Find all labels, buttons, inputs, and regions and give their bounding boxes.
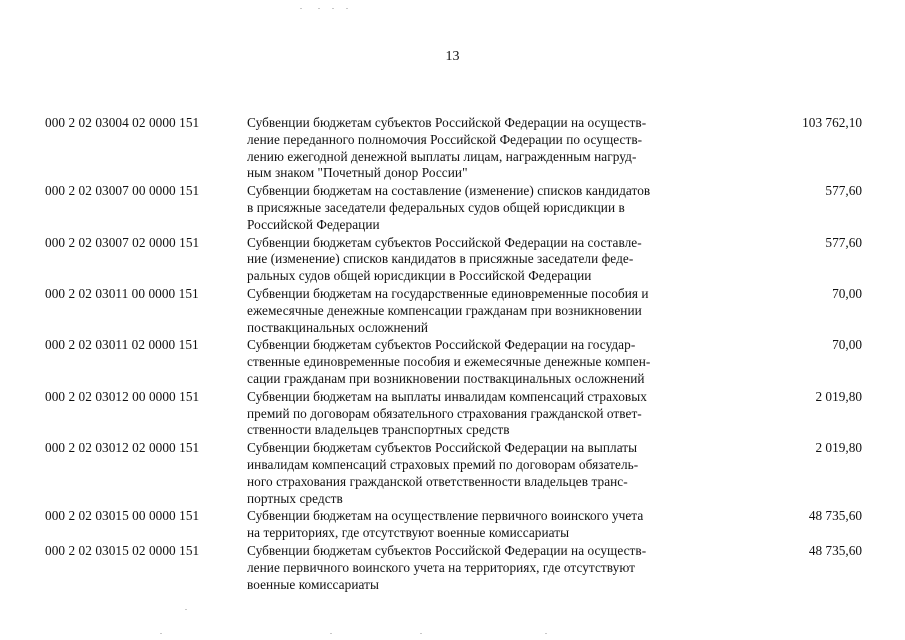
description-line: сации гражданам при возникновении поствакцинальных осложнений: [247, 370, 645, 386]
row-description: [247, 183, 717, 233]
description-line: поствакцинальных осложнений: [247, 319, 429, 335]
table-row: [0, 389, 905, 439]
row-amount: 70,00: [832, 337, 862, 353]
row-description: [247, 508, 717, 542]
description-line: ральных судов общей юрисдикции в Российской Федерации: [247, 268, 592, 284]
description-line: лению ежегодной денежной выплаты лицам, награжденным нагруд-: [247, 148, 637, 164]
row-description: [247, 440, 717, 507]
row-amount: 48 735,60: [808, 542, 862, 558]
row-description: [247, 235, 717, 285]
description-line: ственности владельцев транспортных средств: [247, 422, 510, 438]
table-row: [0, 183, 905, 233]
description-line: ние (изменение) списков кандидатов в присяжные заседатели феде-: [247, 251, 634, 267]
description-line: Субвенции бюджетам субъектов Российской Федерации на осуществ-: [247, 542, 647, 558]
description-line: ным знаком "Почетный донор России": [247, 165, 468, 181]
row-amount: 70,00: [832, 285, 862, 301]
scan-speck: [300, 8, 302, 9]
description-line: Субвенции бюджетам субъектов Российской Федерации на выплаты: [247, 440, 638, 456]
description-line: Субвенции бюджетам субъектов Российской Федерации на осуществ-: [247, 115, 647, 130]
scan-speck: [318, 8, 320, 9]
scan-speck: [420, 633, 422, 634]
table-row: [0, 440, 905, 507]
description-line: ление первичного воинского учета на территориях, где отсутствуют: [247, 559, 635, 575]
description-line: ление переданного полномочия Российской Федерации по осуществ-: [247, 131, 643, 147]
description-line: портных средств: [247, 490, 343, 506]
row-amount: 2 019,80: [815, 440, 862, 456]
description-line: Российской Федерации: [247, 216, 380, 232]
row-description: [247, 286, 717, 336]
scan-speck: [160, 633, 162, 634]
row-amount: 577,60: [825, 234, 862, 250]
table-row: [0, 115, 905, 182]
scan-speck: [330, 633, 332, 634]
budget-code: 000 2 02 03007 02 0000 151: [45, 234, 200, 250]
description-line: военные комиссариаты: [247, 576, 379, 592]
row-amount: 103 762,10: [802, 115, 862, 130]
description-line: в присяжные заседатели федеральных судов общей юрисдикции в: [247, 199, 625, 215]
description-line: Субвенции бюджетам на выплаты инвалидам компенсаций страховых: [247, 388, 647, 404]
budget-code: 000 2 02 03012 02 0000 151: [45, 440, 200, 456]
description-line: инвалидам компенсаций страховых премий по договорам обязатель-: [247, 456, 639, 472]
description-line: на территориях, где отсутствуют военные комиссариаты: [247, 525, 570, 541]
budget-table: [0, 115, 905, 594]
description-line: Субвенции бюджетам на осуществление первичного воинского учета: [247, 508, 644, 524]
budget-code: 000 2 02 03004 02 0000 151: [45, 115, 200, 130]
page-number: 13: [445, 49, 460, 64]
budget-code: 000 2 02 03007 00 0000 151: [45, 183, 200, 199]
scan-speck: [346, 8, 348, 9]
row-amount: 2 019,80: [815, 388, 862, 404]
budget-code: 000 2 02 03015 00 0000 151: [45, 508, 200, 524]
description-line: Субвенции бюджетам на государственные единовременные пособия и: [247, 285, 649, 301]
scan-speck: [332, 8, 334, 9]
scan-speck: [185, 609, 187, 610]
table-row: [0, 235, 905, 285]
row-description: [247, 543, 717, 593]
scan-speck: [545, 633, 547, 634]
description-line: Субвенции бюджетам на составление (изменение) списков кандидатов: [247, 183, 651, 199]
description-line: Субвенции бюджетам субъектов Российской Федерации на государ-: [247, 337, 636, 353]
row-amount: 577,60: [825, 183, 862, 199]
budget-code: 000 2 02 03011 00 0000 151: [45, 285, 199, 301]
description-line: ного страхования гражданской ответственности владельцев транс-: [247, 473, 628, 489]
row-description: [247, 337, 717, 387]
row-amount: 48 735,60: [808, 508, 862, 524]
description-line: Субвенции бюджетам субъектов Российской Федерации на составле-: [247, 234, 642, 250]
table-row: [0, 337, 905, 387]
description-line: ежемесячные денежные компенсации гражданам при возникновении: [247, 302, 642, 318]
budget-code: 000 2 02 03011 02 0000 151: [45, 337, 199, 353]
description-line: ственные единовременные пособия и ежемесячные денежные компен-: [247, 354, 651, 370]
row-description: [247, 389, 717, 439]
row-description: [247, 115, 717, 182]
budget-code: 000 2 02 03012 00 0000 151: [45, 388, 200, 404]
table-row: [0, 508, 905, 542]
description-line: премий по договорам обязательного страхования гражданской ответ-: [247, 405, 642, 421]
table-row: [0, 286, 905, 336]
table-row: [0, 543, 905, 593]
budget-code: 000 2 02 03015 02 0000 151: [45, 542, 200, 558]
